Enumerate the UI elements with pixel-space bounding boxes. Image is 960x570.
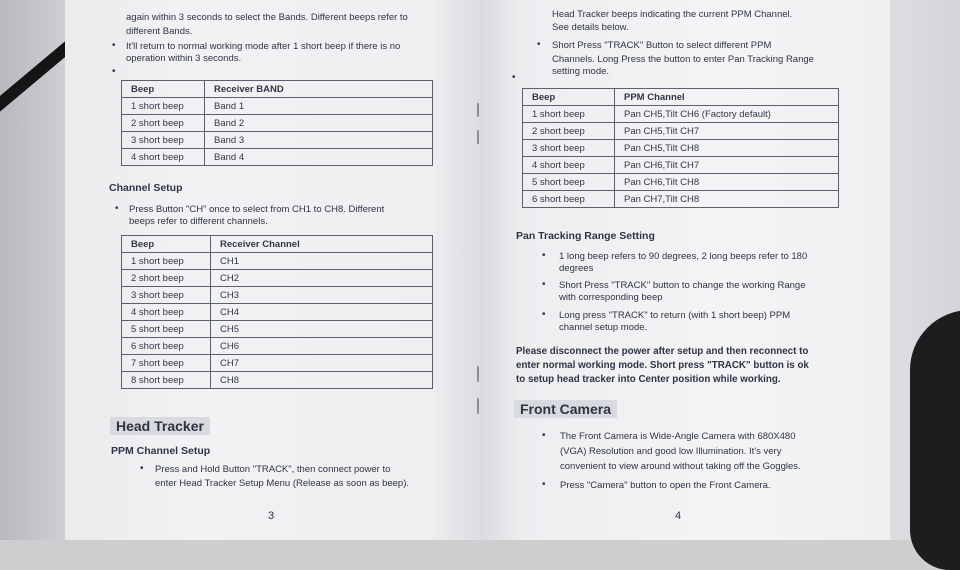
ppm-setup-line-2: enter Head Tracker Setup Menu (Release as soon as beep). — [155, 478, 410, 489]
table-cell: Pan CH7,Tilt CH8 — [615, 191, 839, 208]
table-header-cell: Beep — [122, 236, 211, 253]
table-row — [523, 191, 839, 208]
table-row — [122, 132, 433, 149]
camera-bullet-1-line-2: (VGA) Resolution and good low Illumination. It's very — [560, 446, 782, 457]
table-cell: 2 short beep — [122, 270, 211, 287]
binding-staple — [477, 130, 479, 144]
bullet: • — [542, 250, 546, 261]
table-cell: 6 short beep — [122, 338, 211, 355]
table-cell: 3 short beep — [523, 140, 615, 157]
pan-bullet-1-line-1: 1 long beep refers to 90 degrees, 2 long beeps refer to 180 — [559, 251, 808, 262]
table-cell: 7 short beep — [122, 355, 211, 372]
dark-object — [910, 310, 960, 570]
manual-page-right — [480, 0, 890, 540]
table-cell: Pan CH5,Tilt CH7 — [615, 123, 839, 140]
table-cell: 1 short beep — [523, 106, 615, 123]
table-cell: 2 short beep — [122, 115, 205, 132]
table-row — [122, 287, 433, 304]
warning-line-3: to setup head tracker into Center position while working. — [516, 374, 781, 385]
table-cell: 3 short beep — [122, 132, 205, 149]
table-cell: CH5 — [211, 321, 433, 338]
table-header-row — [523, 89, 839, 106]
table-cell: 1 short beep — [122, 253, 211, 270]
table-row — [523, 157, 839, 174]
table-row — [523, 106, 839, 123]
table-row — [122, 115, 433, 132]
table-cell: CH8 — [211, 372, 433, 389]
bullet: • — [542, 279, 546, 290]
bullet: • — [112, 40, 116, 51]
bullet: • — [542, 430, 546, 441]
intro-line-1: Head Tracker beeps indicating the current PPM Channel. — [552, 9, 793, 20]
short-press-line-2: Channels. Long Press the button to enter Pan Tracking Range — [552, 54, 814, 65]
table-cell: 1 short beep — [122, 98, 205, 115]
table-cell: CH3 — [211, 287, 433, 304]
table-header-cell: Receiver BAND — [205, 81, 433, 98]
ppm-setup-line-1: Press and Hold Button "TRACK", then connect power to — [155, 464, 391, 475]
binding-staple — [477, 366, 479, 382]
short-press-line-3: setting mode. — [552, 66, 610, 77]
page-number: 4 — [675, 510, 682, 522]
table-cell: 8 short beep — [122, 372, 211, 389]
table-cell: Pan CH6,Tilt CH8 — [615, 174, 839, 191]
table-cell: Pan CH6,Tilt CH7 — [615, 157, 839, 174]
table-row — [122, 372, 433, 389]
table-row — [523, 174, 839, 191]
camera-bullet-1-line-1: The Front Camera is Wide-Angle Camera with 680X480 — [560, 431, 796, 442]
table-cell: 6 short beep — [523, 191, 615, 208]
table-row — [122, 98, 433, 115]
table-cell: 4 short beep — [523, 157, 615, 174]
table-cell: Pan CH5,Tilt CH8 — [615, 140, 839, 157]
return-note-line-1: It'll return to normal working mode after 1 short beep if there is no — [126, 41, 401, 52]
warning-line-1: Please disconnect the power after setup and then reconnect to — [516, 346, 809, 357]
table-cell: CH4 — [211, 304, 433, 321]
table-cell: CH2 — [211, 270, 433, 287]
pan-bullet-2-line-2: with corresponding beep — [559, 292, 663, 303]
ppm-table — [522, 88, 839, 208]
channel-setup-line-2: beeps refer to different channels. — [129, 216, 268, 227]
table-header-row — [122, 81, 433, 98]
table-cell: CH6 — [211, 338, 433, 355]
table-cell: CH7 — [211, 355, 433, 372]
warning-line-2: enter normal working mode. Short press "TRACK" button is ok — [516, 360, 809, 371]
bullet: • — [542, 309, 546, 320]
manual-page-left — [65, 0, 480, 540]
intro-line-2: different Bands. — [126, 26, 193, 37]
bullet: • — [140, 463, 144, 474]
table-row — [122, 304, 433, 321]
table-header-cell: PPM Channel — [615, 89, 839, 106]
table-header-cell: Beep — [523, 89, 615, 106]
camera-bullet-2-line-1: Press "Camera" button to open the Front Camera. — [560, 480, 771, 491]
channel-table — [121, 235, 433, 389]
table-row — [122, 270, 433, 287]
bullet: • — [537, 39, 541, 50]
pan-bullet-3-line-1: Long press "TRACK" to return (with 1 short beep) PPM — [559, 310, 791, 321]
pan-bullet-2-line-1: Short Press "TRACK" button to change the working Range — [559, 280, 806, 291]
binding-staple — [477, 103, 479, 117]
pan-bullet-3-line-2: channel setup mode. — [559, 322, 648, 333]
intro-line-2: See details below. — [552, 22, 629, 33]
table-cell: 5 short beep — [122, 321, 211, 338]
table-cell: Band 4 — [205, 149, 433, 166]
table-cell: 4 short beep — [122, 149, 205, 166]
return-note-line-2: operation within 3 seconds. — [126, 53, 242, 64]
table-header-row — [122, 236, 433, 253]
table-row — [122, 321, 433, 338]
table-cell: 2 short beep — [523, 123, 615, 140]
table-cell: Band 1 — [205, 98, 433, 115]
binding-staple — [477, 398, 479, 414]
table-row — [122, 149, 433, 166]
table-cell: Band 2 — [205, 115, 433, 132]
short-press-line-1: Short Press "TRACK" Button to select different PPM — [552, 40, 772, 51]
table-row — [523, 123, 839, 140]
bullet: • — [112, 66, 116, 77]
bullet: • — [115, 203, 119, 214]
table-row — [122, 338, 433, 355]
table-row — [523, 140, 839, 157]
bullet: • — [512, 72, 516, 83]
page-number: 3 — [268, 510, 275, 522]
table-cell: 3 short beep — [122, 287, 211, 304]
table-row — [122, 253, 433, 270]
intro-line-1: again within 3 seconds to select the Bands. Different beeps refer to — [126, 12, 408, 23]
table-header-cell: Receiver Channel — [211, 236, 433, 253]
pan-bullet-1-line-2: degrees — [559, 263, 594, 274]
table-cell: CH1 — [211, 253, 433, 270]
channel-setup-line-1: Press Button "CH" once to select from CH1 to CH8. Different — [129, 204, 385, 215]
channel-setup-heading: Channel Setup — [109, 182, 183, 194]
table-cell: 4 short beep — [122, 304, 211, 321]
table-cell: 5 short beep — [523, 174, 615, 191]
table-cell: Band 3 — [205, 132, 433, 149]
bullet: • — [542, 479, 546, 490]
pan-range-heading: Pan Tracking Range Setting — [516, 230, 655, 242]
table-cell: Pan CH5,Tilt CH6 (Factory default) — [615, 106, 839, 123]
table-row — [122, 355, 433, 372]
camera-bullet-1-line-3: convenient to view around without taking off the Goggles. — [560, 461, 801, 472]
front-camera-heading: Front Camera — [514, 400, 617, 418]
band-table — [121, 80, 433, 166]
table-header-cell: Beep — [122, 81, 205, 98]
head-tracker-heading: Head Tracker — [110, 417, 210, 435]
ppm-setup-heading: PPM Channel Setup — [111, 445, 211, 457]
